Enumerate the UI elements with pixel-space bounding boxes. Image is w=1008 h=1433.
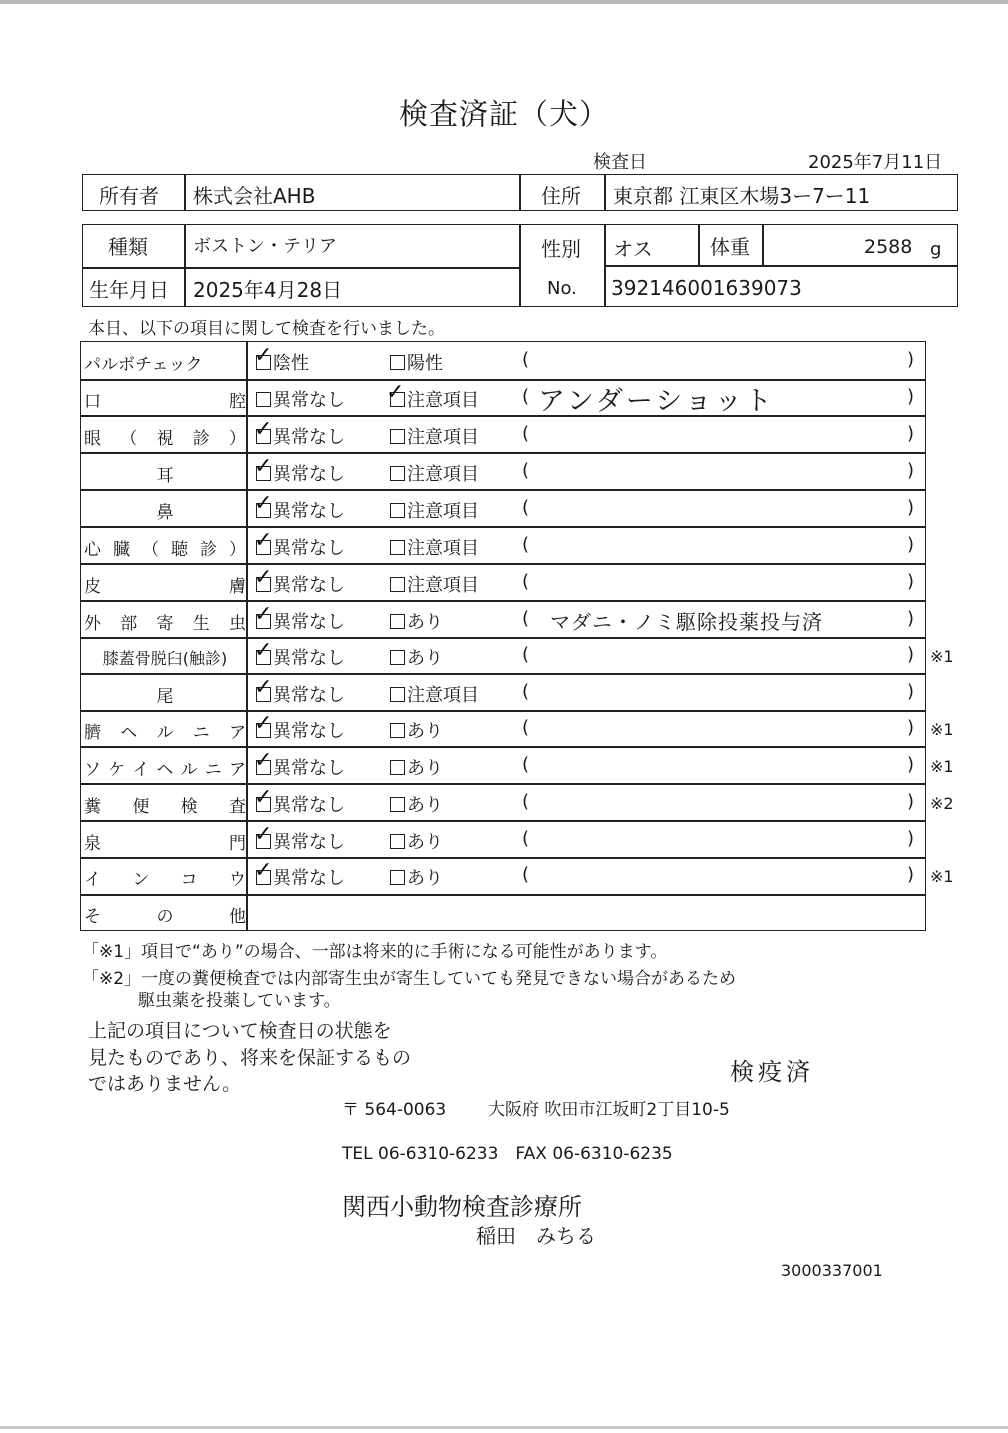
check-mark-icon: ✓ [254, 565, 273, 590]
remark-close-paren: ) [907, 681, 915, 702]
option-skin-normal[interactable]: 異常なし [256, 571, 345, 597]
row-label-patella: 膝蓋骨脱臼(触診) [102, 649, 228, 668]
checkbox-icon [390, 577, 405, 592]
remark-open-paren: ( [522, 791, 530, 812]
checkbox-icon [390, 650, 405, 665]
check-mark-icon: ✓ [254, 748, 273, 773]
checkbox-icon [390, 466, 405, 481]
option-inguinal-normal[interactable]: 異常なし [256, 754, 345, 780]
row-label-tail: 尾 [156, 687, 174, 707]
remark-open-paren: ( [522, 754, 530, 775]
checkbox-icon [390, 870, 405, 885]
option-parvo-negative[interactable]: 陰性 [256, 349, 309, 375]
weight-label: 体重 [710, 235, 750, 259]
note-1: 「※1」項目で“あり”の場合、一部は将来的に手術になる可能性があります。 [82, 942, 668, 962]
option-ear-normal[interactable]: 異常なし [256, 460, 345, 486]
remark-open-paren: ( [522, 460, 530, 481]
check-mark-icon: ✓ [254, 638, 273, 663]
remark-open-paren: ( [522, 571, 530, 592]
remark-close-paren: ) [907, 644, 915, 665]
disclaimer-line-2: 見たものであり、将来を保証するもの [88, 1047, 412, 1069]
remark-oral-handwritten: アンダーショット [538, 386, 775, 417]
clinic-phone: TEL 06-6310-6233 FAX 06-6310-6235 [342, 1144, 673, 1164]
checkbox-icon [390, 760, 405, 775]
remark-open-paren: ( [522, 386, 530, 407]
sex-label: 性別 [541, 237, 581, 261]
checkbox-icon [390, 429, 405, 444]
row-label-eye: 眼 （ 視 診 ） [84, 429, 246, 449]
note-marker: ※1 [930, 867, 954, 886]
row-label-fontanelle: 泉 門 [84, 834, 246, 854]
row-label-ear: 耳 [156, 466, 174, 486]
option-parasites-normal[interactable]: 異常なし [256, 608, 345, 634]
remark-close-paren: ) [907, 828, 915, 849]
note-marker: ※1 [930, 647, 954, 666]
checkbox-icon [256, 392, 271, 407]
check-mark-icon: ✓ [254, 858, 273, 883]
option-patella-present[interactable]: あり [390, 644, 443, 670]
check-mark-icon: ✓ [254, 785, 273, 810]
remark-parasites: マダニ・ノミ駆除投薬投与済 [550, 610, 823, 634]
checkbox-icon [390, 723, 405, 738]
remark-close-paren: ) [907, 349, 915, 370]
option-tail-normal[interactable]: 異常なし [256, 681, 345, 707]
option-parvo-positive[interactable]: 陽性 [390, 349, 443, 375]
remark-open-paren: ( [522, 644, 530, 665]
option-ear-caution[interactable]: 注意項目 [390, 460, 479, 486]
check-mark-icon: ✓ [254, 675, 273, 700]
checkbox-icon [390, 834, 405, 849]
remark-close-paren: ) [907, 717, 915, 738]
remark-close-paren: ) [907, 423, 915, 444]
option-umbilical-normal[interactable]: 異常なし [256, 717, 345, 743]
option-inguinal-present[interactable]: あり [390, 754, 443, 780]
row-label-skin: 皮 膚 [84, 577, 246, 597]
remark-close-paren: ) [907, 497, 915, 518]
breed-label: 種類 [108, 235, 148, 259]
remark-close-paren: ) [907, 571, 915, 592]
breed-value: ボストン・テリア [193, 236, 337, 257]
row-label-external-parasites: 外 部 寄 生 虫 [84, 614, 246, 634]
option-nose-normal[interactable]: 異常なし [256, 497, 345, 523]
checkbox-icon [390, 687, 405, 702]
remark-open-paren: ( [522, 717, 530, 738]
option-tail-caution[interactable]: 注意項目 [390, 681, 479, 707]
remark-open-paren: ( [522, 423, 530, 444]
option-heart-caution[interactable]: 注意項目 [390, 534, 479, 560]
clinic-postal: 〒 564-0063 [342, 1100, 447, 1120]
option-eye-caution[interactable]: 注意項目 [390, 423, 479, 449]
option-heart-normal[interactable]: 異常なし [256, 534, 345, 560]
remark-open-paren: ( [522, 864, 530, 885]
clinic-name: 関西小動物検査診療所 [342, 1193, 582, 1221]
row-label-oral: 口 腔 [84, 392, 246, 412]
remark-close-paren: ) [907, 791, 915, 812]
option-larynx-present[interactable]: あり [390, 864, 443, 890]
check-mark-icon: ✓ [254, 417, 273, 442]
row-label-heart: 心 臓 （ 聴 診 ） [84, 540, 246, 560]
weight-unit: g [930, 239, 942, 260]
checkbox-icon [390, 540, 405, 555]
sex-value: オス [613, 237, 653, 261]
remark-open-paren: ( [522, 349, 530, 370]
check-mark-icon: ✓ [254, 343, 273, 368]
check-mark-icon: ✓ [386, 380, 405, 405]
row-label-nose: 鼻 [156, 503, 174, 523]
remark-close-paren: ) [907, 460, 915, 481]
row-label-other: そ の 他 [84, 907, 246, 927]
clinic-address: 大阪府 吹田市江坂町2丁目10-5 [488, 1100, 730, 1120]
disclaimer-line-1: 上記の項目について検査日の状態を [88, 1020, 392, 1042]
intro-text: 本日、以下の項目に関して検査を行いました。 [88, 319, 445, 339]
check-mark-icon: ✓ [254, 528, 273, 553]
option-fontanelle-present[interactable]: あり [390, 828, 443, 854]
note-marker: ※2 [930, 794, 954, 813]
disclaimer-line-3: ではありません。 [88, 1073, 242, 1095]
scan-bottom-edge [0, 1426, 1008, 1429]
option-eye-normal[interactable]: 異常なし [256, 423, 345, 449]
option-skin-caution[interactable]: 注意項目 [390, 571, 479, 597]
owner-label: 所有者 [99, 184, 159, 208]
remark-open-paren: ( [522, 608, 530, 629]
note-2-line-2: 駆虫薬を投薬しています。 [138, 991, 341, 1011]
remark-open-paren: ( [522, 681, 530, 702]
birth-label: 生年月日 [89, 278, 169, 302]
remark-close-paren: ) [907, 864, 915, 885]
check-mark-icon: ✓ [254, 822, 273, 847]
remark-open-paren: ( [522, 828, 530, 849]
birth-value: 2025年4月28日 [193, 278, 343, 302]
remark-open-paren: ( [522, 534, 530, 555]
check-mark-icon: ✓ [254, 711, 273, 736]
remark-close-paren: ) [907, 386, 915, 407]
checkbox-icon [390, 503, 405, 518]
note-marker: ※1 [930, 720, 954, 739]
scan-top-edge [0, 0, 1008, 4]
number-value: 392146001639073 [611, 276, 802, 300]
check-mark-icon: ✓ [254, 491, 273, 516]
address-label: 住所 [541, 184, 581, 208]
remark-close-paren: ) [907, 608, 915, 629]
option-oral-caution[interactable]: 注意項目 [390, 386, 479, 412]
option-fecal-normal[interactable]: 異常なし [256, 791, 345, 817]
note-2-line-1: 「※2」一度の糞便検査では内部寄生虫が寄生していても発見できない場合があるため [82, 969, 737, 989]
row-label-fecal-test: 糞 便 検 査 [84, 797, 246, 817]
clinic-person: 稲田 みちる [476, 1224, 596, 1248]
remark-open-paren: ( [522, 497, 530, 518]
remark-close-paren: ) [907, 754, 915, 775]
row-label-umbilical-hernia: 臍 ヘ ル ニ ア [84, 723, 246, 743]
remark-close-paren: ) [907, 534, 915, 555]
option-oral-normal[interactable]: 異常なし [256, 386, 345, 412]
row-label-inguinal-hernia: ソ ケ イ ヘ ル ニ ア [84, 760, 246, 780]
weight-value: 2588 [864, 236, 913, 258]
option-larynx-normal[interactable]: 異常なし [256, 864, 345, 890]
option-fecal-present[interactable]: あり [390, 791, 443, 817]
document-title: 検査済証（犬） [398, 97, 609, 131]
inspection-date-label: 検査日 [593, 152, 647, 173]
inspection-date: 2025年7月11日 [808, 152, 943, 173]
document-code: 3000337001 [781, 1261, 883, 1280]
row-label-parvo: パルボチェック [84, 355, 203, 375]
checkbox-icon [390, 614, 405, 629]
owner-value: 株式会社AHB [193, 184, 316, 208]
check-mark-icon: ✓ [254, 454, 273, 479]
note-marker: ※1 [930, 757, 954, 776]
address-value: 東京都 江東区木場3ー7ー11 [613, 184, 871, 208]
number-label: No. [547, 278, 577, 299]
option-parasites-present[interactable]: あり [390, 608, 443, 634]
checkbox-icon [390, 797, 405, 812]
option-nose-caution[interactable]: 注意項目 [390, 497, 479, 523]
option-fontanelle-normal[interactable]: 異常なし [256, 828, 345, 854]
checkbox-icon [390, 355, 405, 370]
check-mark-icon: ✓ [254, 602, 273, 627]
option-patella-normal[interactable]: 異常なし [256, 644, 345, 670]
row-label-larynx: イ ン コ ウ [84, 870, 246, 890]
quarantine-stamp: 検疫済 [730, 1058, 814, 1086]
option-umbilical-present[interactable]: あり [390, 717, 443, 743]
